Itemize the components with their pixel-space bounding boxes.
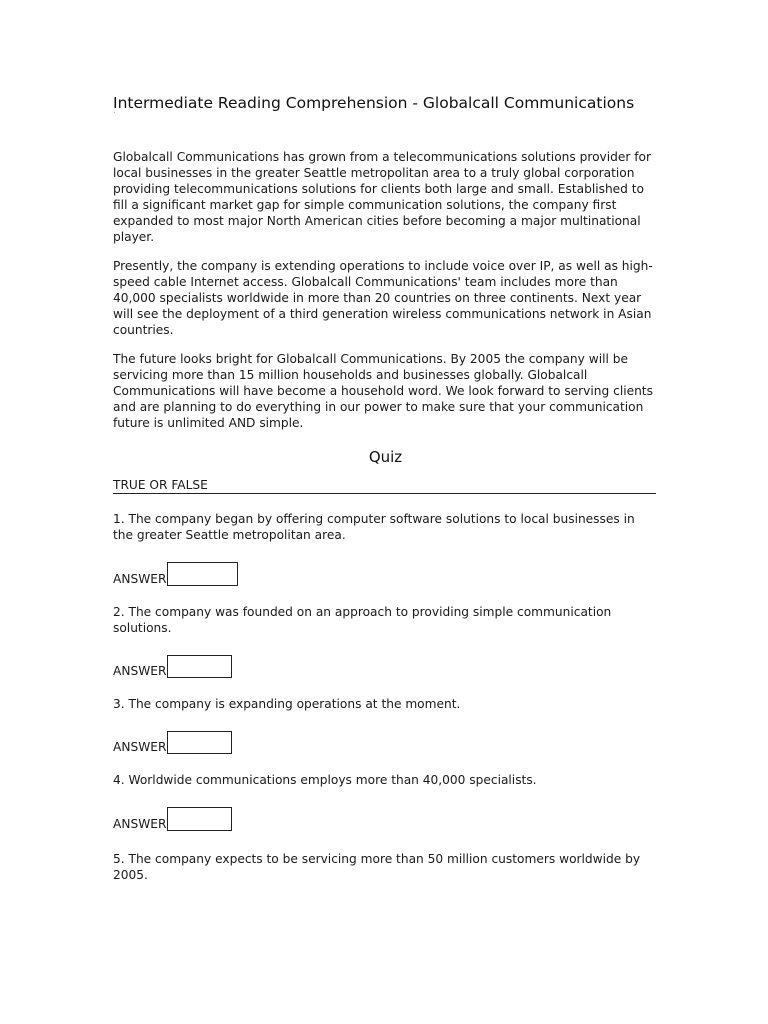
answer-box-1[interactable] — [167, 562, 238, 586]
answer-box-2[interactable] — [167, 655, 232, 678]
answer-label: ANSWER — [113, 572, 167, 586]
answer-label: ANSWER — [113, 664, 167, 678]
answer-box-4[interactable] — [167, 807, 232, 831]
document-page — [113, 94, 658, 883]
quiz-heading: Quiz — [368, 448, 403, 466]
question-5: 5. The company expects to be servicing more than 50 million customers worldwide by 2005. — [113, 852, 641, 882]
answer-row-3 — [113, 731, 658, 754]
question-2: 2. The company was founded on an approach to providing simple communication solutions. — [113, 605, 612, 635]
paragraph-2: Presently, the company is extending operations to include voice over IP, as well as high-speed cable Internet access. Globalcall Communications' team includes more than 40,000 specialists worldwide in more than 20 countries on three continents. Next year will see the deployment of a third generation wireless communications network in Asian countries. — [113, 259, 653, 337]
answer-row-1 — [113, 562, 658, 586]
answer-label: ANSWER — [113, 740, 167, 754]
question-3: 3. The company is expanding operations at the moment. — [113, 697, 461, 711]
answer-box-3[interactable] — [167, 731, 232, 754]
question-4: 4. Worldwide communications employs more than 40,000 specialists. — [113, 773, 537, 787]
document-title: Intermediate Reading Comprehension - Globalcall Communications — [113, 94, 635, 112]
answer-row-2 — [113, 655, 658, 678]
paragraph-1: Globalcall Communications has grown from a telecommunications solutions provider for local businesses in the greater Seattle metropolitan area to a truly global corporation providing telecommunications solutions for clients both large and small. Established to fill a significant market gap for simple communication solutions, the company first expanded to most major North American cities before becoming a major multinational player. — [113, 150, 652, 244]
answer-label: ANSWER — [113, 817, 167, 831]
paragraph-3: The future looks bright for Globalcall Communications. By 2005 the company will be servicing more than 15 million households and businesses globally. Globalcall Communications will have become a household word. We look forward to serving clients and are planning to do everything in our power to make sure that your communication future is unlimited AND simple. — [113, 352, 653, 430]
answer-row-4 — [113, 807, 658, 831]
true-or-false-label: TRUE OR FALSE — [113, 478, 656, 494]
title-mark: ` — [113, 112, 116, 119]
question-1: 1. The company began by offering computer software solutions to local businesses in the greater Seattle metropolitan area. — [113, 512, 635, 542]
